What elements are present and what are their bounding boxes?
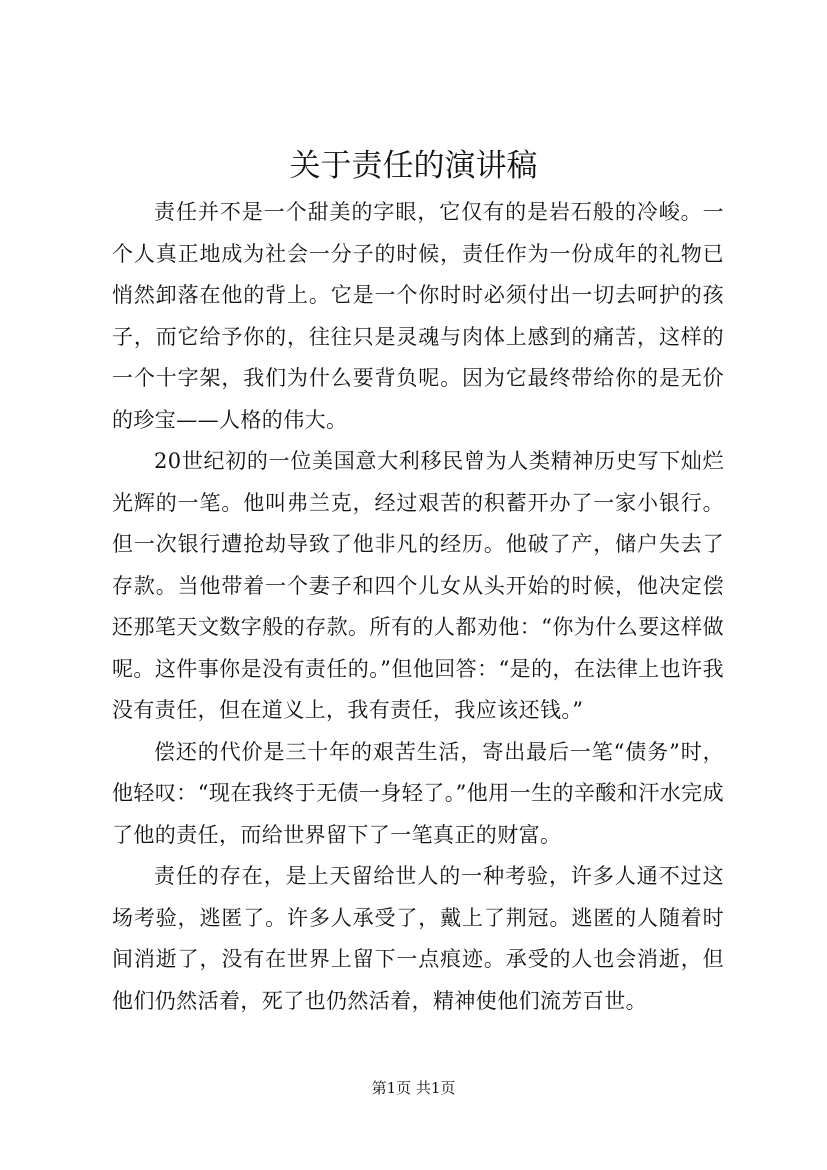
paragraph-2: 20世纪初的一位美国意大利移民曾为人类精神历史写下灿烂光辉的一笔。他叫弗兰克，经过艰苦的积蓄开办了一家小银行。但一次银行遭抢劫导致了他非凡的经历。他破了产，储户失去了存款。当他带着一个妻子和四个儿女从头开始的时候，他决定偿还那笔天文数字般的存款。所有的人都劝他：“你为什么要这样做呢。这件事你是没有责任的。”但他回答：“是的，在法律上也许我没有责任，但在道义上，我有责任，我应该还钱。” — [112, 449, 724, 722]
page-number-footer: 第1页 共1页 — [371, 1079, 456, 1097]
paragraph-1: 责任并不是一个甜美的字眼，它仅有的是岩石般的冷峻。一个人真正地成为社会一分子的时候，责任作为一份成年的礼物已悄然卸落在他的背上。它是一个你时时必须付出一切去呵护的孩子，而它给予你的，往往只是灵魂与肉体上感到的痛苦，这样的一个十字架，我们为什么要背负呢。因为它最终带给你的是无价的珍宝——人格的伟大。 — [112, 200, 724, 432]
document-body — [112, 192, 724, 1022]
document-title: 关于责任的演讲稿 — [289, 148, 538, 184]
paragraph-4: 责任的存在，是上天留给世人的一种考验，许多人通不过这场考验，逃匿了。许多人承受了，戴上了荆冠。逃匿的人随着时间消逝了，没有在世界上留下一点痕迹。承受的人也会消逝，但他们仍然活着，死了也仍然活着，精神使他们流芳百世。 — [112, 864, 724, 1013]
paragraph-3: 偿还的代价是三十年的艰苦生活，寄出最后一笔“债务”时，他轻叹：“现在我终于无债一身轻了。”他用一生的辛酸和汗水完成了他的责任，而给世界留下了一笔真正的财富。 — [112, 739, 724, 847]
